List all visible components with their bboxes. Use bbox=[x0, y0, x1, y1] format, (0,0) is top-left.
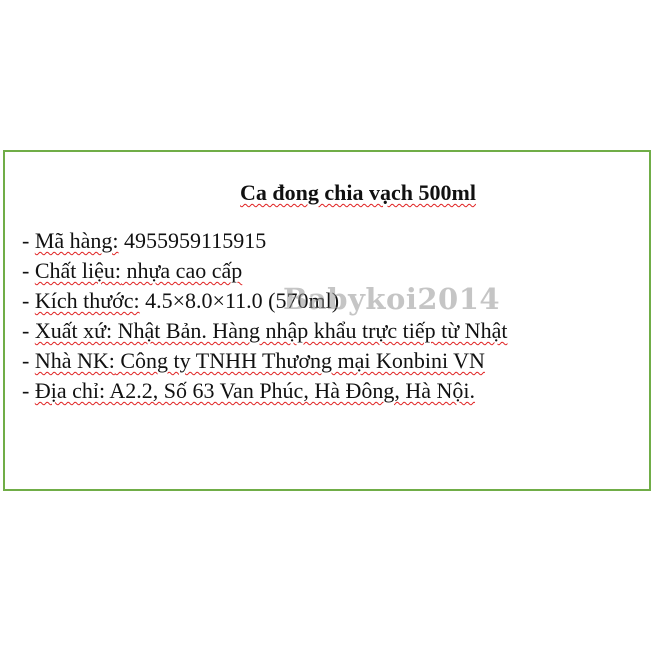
document-frame bbox=[3, 150, 651, 491]
info-line-dimensions bbox=[22, 286, 507, 316]
address-label: Địa chỉ: bbox=[34, 378, 106, 403]
material-label: Chất liệu: bbox=[34, 258, 121, 283]
document-title: Ca đong chia vạch 500ml bbox=[240, 180, 476, 205]
dimensions-value: 4.5×8.0×11.0 (570ml) bbox=[139, 288, 340, 313]
importer-value: Công ty TNHH Thương mại Konbini VN bbox=[114, 348, 485, 373]
address-value: A2.2, Số 63 Van Phúc, Hà Đông, Hà Nội. bbox=[105, 378, 476, 403]
dimensions-label: Kích thước: bbox=[34, 288, 140, 313]
importer-label: Nhà NK: bbox=[34, 348, 115, 373]
info-line-address bbox=[22, 376, 507, 406]
info-line-product-code bbox=[22, 226, 507, 256]
bullet-dash: - bbox=[22, 288, 35, 313]
product-code-label: Mã hàng: bbox=[34, 228, 119, 253]
watermark: Babykoi2014 bbox=[283, 282, 501, 316]
bullet-dash: - bbox=[22, 258, 35, 283]
origin-value: Nhật Bản. Hàng nhập khẩu trực tiếp từ Nhật bbox=[112, 318, 508, 343]
info-line-importer bbox=[22, 346, 507, 376]
bullet-dash: - bbox=[22, 378, 35, 403]
bullet-dash: - bbox=[22, 228, 35, 253]
info-list bbox=[22, 226, 507, 406]
product-code-value: 4955959115915 bbox=[118, 228, 267, 253]
info-line-material bbox=[22, 256, 507, 286]
info-line-origin bbox=[22, 316, 507, 346]
bullet-dash: - bbox=[22, 348, 35, 373]
bullet-dash: - bbox=[22, 318, 35, 343]
origin-label: Xuất xứ: bbox=[34, 318, 113, 343]
material-value: nhựa cao cấp bbox=[120, 258, 243, 283]
